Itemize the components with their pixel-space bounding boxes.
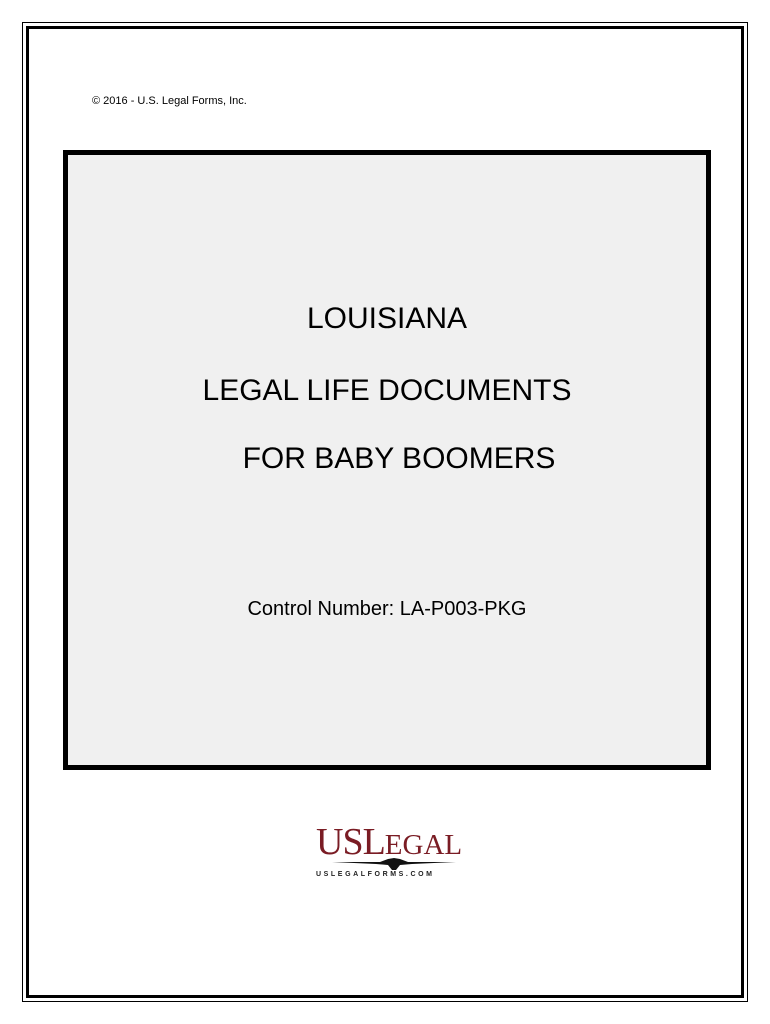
control-number: Control Number: LA-P003-PKG — [247, 598, 527, 620]
logo-egal: EGAL — [384, 829, 463, 861]
cover-title-box — [63, 150, 711, 770]
document-subtitle: FOR BABY BOOMERS — [242, 442, 556, 475]
logo-l: L — [362, 821, 385, 863]
logo-url: USLEGALFORMS.COM — [316, 871, 435, 878]
document-title: LEGAL LIFE DOCUMENTS — [202, 374, 572, 407]
logo-us: US — [316, 821, 363, 863]
uslegal-logo — [300, 822, 470, 884]
eagle-icon — [330, 857, 458, 871]
state-heading: LOUISIANA — [306, 302, 468, 335]
copyright-notice: © 2016 - U.S. Legal Forms, Inc. — [92, 95, 247, 107]
